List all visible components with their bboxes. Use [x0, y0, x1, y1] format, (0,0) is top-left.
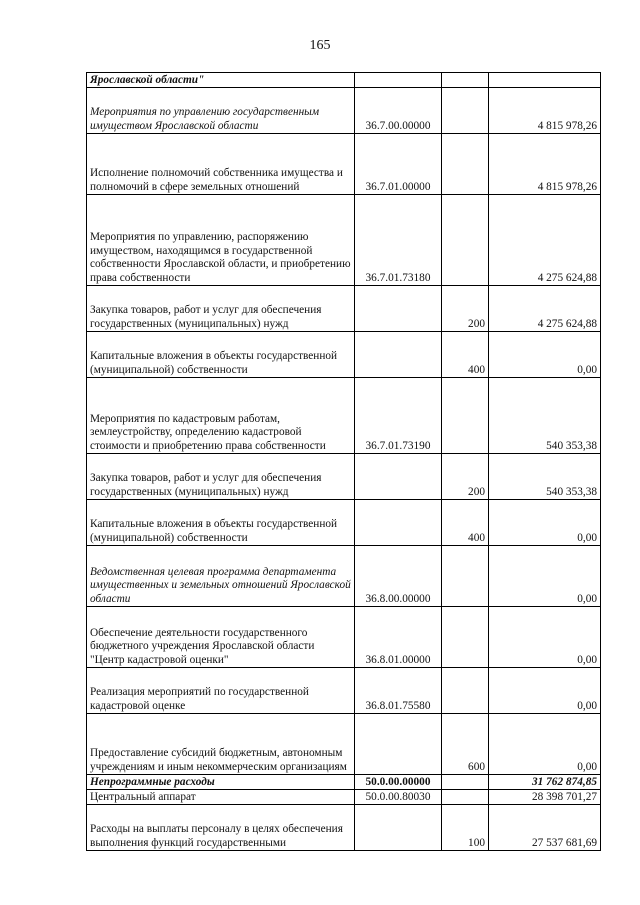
row-sum-cell: 0,00: [489, 546, 601, 607]
row-code-cell: [355, 805, 442, 851]
row-name-cell: Ярославской области": [87, 73, 355, 88]
row-expense-type-cell: 200: [442, 454, 489, 500]
row-sum-cell: 0,00: [489, 500, 601, 546]
row-code-cell: [355, 332, 442, 378]
table-row: [87, 332, 601, 378]
row-name-cell: Центральный аппарат: [87, 790, 355, 805]
table-row: [87, 668, 601, 714]
row-sum-cell: 0,00: [489, 668, 601, 714]
budget-table-body: [87, 73, 601, 851]
row-sum-cell: 28 398 701,27: [489, 790, 601, 805]
row-expense-type-cell: [442, 73, 489, 88]
row-name-cell: Ведомственная целевая программа департамента имущественных и земельных отношений Ярославской области: [87, 546, 355, 607]
row-expense-type-cell: [442, 195, 489, 286]
row-code-cell: [355, 500, 442, 546]
row-name-cell: Расходы на выплаты персоналу в целях обеспечения выполнения функций государственными: [87, 805, 355, 851]
row-code-cell: 36.8.00.00000: [355, 546, 442, 607]
row-sum-cell: [489, 73, 601, 88]
row-sum-cell: 4 815 978,26: [489, 134, 601, 195]
row-name-cell: Исполнение полномочий собственника имущества и полномочий в сфере земельных отношений: [87, 134, 355, 195]
row-sum-cell: 4 275 624,88: [489, 286, 601, 332]
row-name-cell: Капитальные вложения в объекты государственной (муниципальной) собственности: [87, 332, 355, 378]
row-expense-type-cell: 400: [442, 500, 489, 546]
row-expense-type-cell: [442, 378, 489, 454]
table-row: [87, 195, 601, 286]
row-sum-cell: 540 353,38: [489, 378, 601, 454]
row-code-cell: 36.7.01.73190: [355, 378, 442, 454]
row-sum-cell: 31 762 874,85: [489, 775, 601, 790]
row-code-cell: 50.0.00.80030: [355, 790, 442, 805]
row-code-cell: [355, 286, 442, 332]
table-row: [87, 500, 601, 546]
row-name-cell: Мероприятия по управлению, распоряжению имуществом, находящимся в государственной собственности Ярославской области, и приобретению права собственности: [87, 195, 355, 286]
row-expense-type-cell: [442, 546, 489, 607]
row-code-cell: 36.7.01.00000: [355, 134, 442, 195]
row-name-cell: Непрограммные расходы: [87, 775, 355, 790]
row-expense-type-cell: [442, 607, 489, 668]
table-row: [87, 805, 601, 851]
row-expense-type-cell: 600: [442, 714, 489, 775]
row-name-cell: Предоставление субсидий бюджетным, автономным учреждениям и иным некоммерческим организациям: [87, 714, 355, 775]
row-code-cell: 36.8.01.00000: [355, 607, 442, 668]
row-name-cell: Мероприятия по управлению государственным имуществом Ярославской области: [87, 88, 355, 134]
row-sum-cell: 0,00: [489, 332, 601, 378]
row-sum-cell: 4 815 978,26: [489, 88, 601, 134]
row-code-cell: [355, 73, 442, 88]
row-name-cell: Реализация мероприятий по государственной кадастровой оценке: [87, 668, 355, 714]
table-row: [87, 607, 601, 668]
row-expense-type-cell: [442, 668, 489, 714]
table-row: [87, 88, 601, 134]
row-expense-type-cell: 400: [442, 332, 489, 378]
row-code-cell: [355, 714, 442, 775]
row-expense-type-cell: [442, 775, 489, 790]
table-row: [87, 714, 601, 775]
row-expense-type-cell: 200: [442, 286, 489, 332]
row-name-cell: Мероприятия по кадастровым работам, землеустройству, определению кадастровой стоимости и приобретению права собственности: [87, 378, 355, 454]
table-row: [87, 546, 601, 607]
row-name-cell: Закупка товаров, работ и услуг для обеспечения государственных (муниципальных) нужд: [87, 454, 355, 500]
page-number: 165: [309, 38, 331, 53]
row-sum-cell: 4 275 624,88: [489, 195, 601, 286]
row-expense-type-cell: [442, 134, 489, 195]
row-sum-cell: 0,00: [489, 714, 601, 775]
row-code-cell: 50.0.00.00000: [355, 775, 442, 790]
row-code-cell: 36.7.00.00000: [355, 88, 442, 134]
row-name-cell: Закупка товаров, работ и услуг для обеспечения государственных (муниципальных) нужд: [87, 286, 355, 332]
row-expense-type-cell: [442, 790, 489, 805]
table-row: [87, 378, 601, 454]
table-row: [87, 775, 601, 790]
row-sum-cell: 27 537 681,69: [489, 805, 601, 851]
row-code-cell: [355, 454, 442, 500]
row-sum-cell: 0,00: [489, 607, 601, 668]
row-code-cell: 36.8.01.75580: [355, 668, 442, 714]
row-name-cell: Обеспечение деятельности государственного бюджетного учреждения Ярославской области "Центр кадастровой оценки": [87, 607, 355, 668]
table-row: [87, 134, 601, 195]
row-name-cell: Капитальные вложения в объекты государственной (муниципальной) собственности: [87, 500, 355, 546]
row-code-cell: 36.7.01.73180: [355, 195, 442, 286]
table-row: [87, 790, 601, 805]
table-row: [87, 454, 601, 500]
row-sum-cell: 540 353,38: [489, 454, 601, 500]
table-row: [87, 73, 601, 88]
row-expense-type-cell: [442, 88, 489, 134]
table-row: [87, 286, 601, 332]
budget-table: [86, 72, 601, 851]
row-expense-type-cell: 100: [442, 805, 489, 851]
